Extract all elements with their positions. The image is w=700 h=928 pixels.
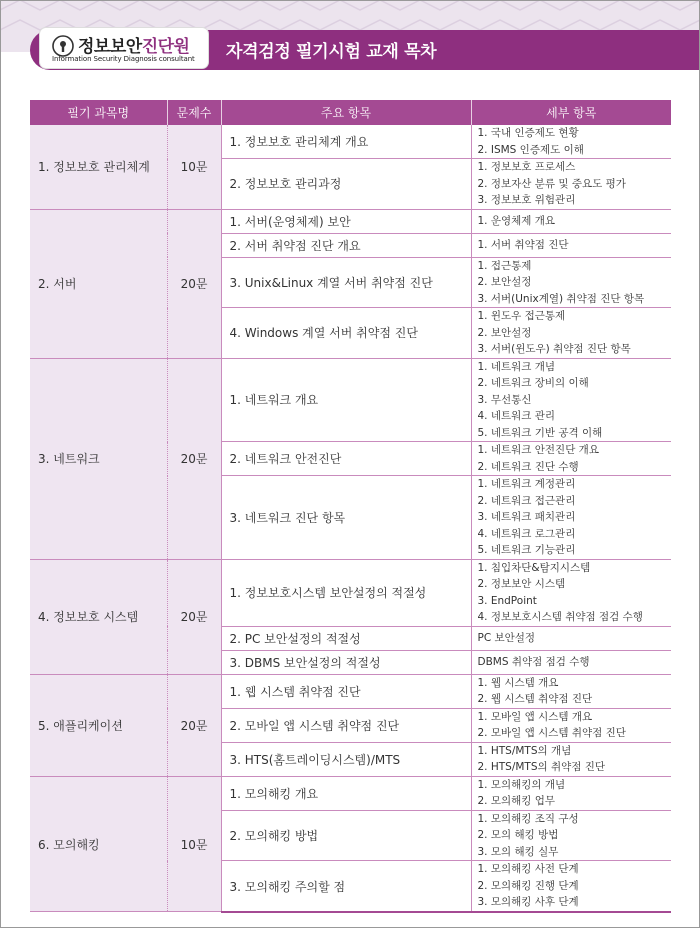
lock-icon xyxy=(52,35,74,57)
detail-items xyxy=(471,476,671,560)
detail-items xyxy=(471,125,671,159)
table-row xyxy=(30,776,671,810)
detail-items xyxy=(471,742,671,776)
table-row xyxy=(30,209,671,233)
table-row xyxy=(30,674,671,708)
detail-item: 2. 네트워크 진단 수행 xyxy=(477,460,579,473)
detail-item: PC 보안설정 xyxy=(477,631,536,644)
detail-item: 2. 보안설정 xyxy=(477,326,532,339)
detail-item: 2. HTS/MTS의 취약점 진단 xyxy=(477,761,606,774)
detail-item: 1. 네트워크 계정관리 xyxy=(477,478,576,491)
detail-items xyxy=(471,559,671,626)
detail-item: 4. 정보보호시스템 취약점 점검 수행 xyxy=(477,611,643,624)
subject-name: 1. 정보보호 관리체계 xyxy=(30,125,167,209)
detail-items xyxy=(471,159,671,210)
detail-item: 1. 네트워크 개념 xyxy=(477,360,556,373)
detail-items xyxy=(471,626,671,650)
detail-item: 4. 네트워크 관리 xyxy=(477,410,556,423)
main-item: 1. 정보보호 관리체계 개요 xyxy=(221,125,471,159)
detail-item: 2. 모의해킹 업무 xyxy=(477,795,556,808)
detail-item: 2. 네트워크 장비의 이해 xyxy=(477,377,589,390)
question-count: 20문 xyxy=(167,358,221,559)
question-count: 20문 xyxy=(167,209,221,358)
detail-item: 2. 모의해킹 진행 단계 xyxy=(477,879,579,892)
page-title: 자격검정 필기시험 교재 목차 xyxy=(226,42,437,62)
detail-items xyxy=(471,708,671,742)
detail-item: 1. 모의해킹 사전 단계 xyxy=(477,863,579,876)
detail-items xyxy=(471,776,671,810)
logo xyxy=(40,28,208,68)
detail-item: DBMS 취약점 점검 수행 xyxy=(477,656,590,669)
detail-items xyxy=(471,209,671,233)
toc-body xyxy=(30,125,671,912)
detail-item: 3. 서버(Unix계열) 취약점 진단 항목 xyxy=(477,292,645,305)
main-item: 3. 네트워크 진단 항목 xyxy=(221,476,471,560)
detail-items xyxy=(471,650,671,674)
detail-item: 4. 네트워크 로그관리 xyxy=(477,527,576,540)
logo-subtitle: Information Security Diagnosis consultant xyxy=(52,55,195,63)
detail-items xyxy=(471,358,671,442)
detail-item: 3. 네트워크 패치관리 xyxy=(477,511,576,524)
main-item: 2. 정보보호 관리과정 xyxy=(221,159,471,210)
question-count: 10문 xyxy=(167,776,221,912)
detail-item: 2. 정보자산 분류 및 중요도 평가 xyxy=(477,177,626,190)
main-item: 1. 서버(운영체제) 보안 xyxy=(221,209,471,233)
detail-item: 2. 보안설정 xyxy=(477,276,532,289)
col-header-subject: 필기 과목명 xyxy=(30,100,167,125)
table-row xyxy=(30,358,671,442)
detail-item: 3. 무선통신 xyxy=(477,393,532,406)
detail-item: 1. 서버 취약점 진단 xyxy=(477,238,569,251)
subject-name: 4. 정보보호 시스템 xyxy=(30,559,167,674)
subject-name: 6. 모의해킹 xyxy=(30,776,167,912)
subject-name: 5. 애플리케이션 xyxy=(30,674,167,776)
main-item: 1. 모의해킹 개요 xyxy=(221,776,471,810)
detail-items xyxy=(471,861,671,912)
detail-item: 1. HTS/MTS의 개념 xyxy=(477,744,572,757)
col-header-detail: 세부 항목 xyxy=(471,100,671,125)
main-item: 1. 네트워크 개요 xyxy=(221,358,471,442)
question-count: 20문 xyxy=(167,559,221,674)
main-item: 1. 웹 시스템 취약점 진단 xyxy=(221,674,471,708)
main-item: 2. 서버 취약점 진단 개요 xyxy=(221,233,471,257)
detail-item: 2. 네트워크 접근관리 xyxy=(477,494,576,507)
col-header-count: 문제수 xyxy=(167,100,221,125)
detail-item: 1. 침입차단&탐지시스템 xyxy=(477,561,591,574)
main-item: 4. Windows 계열 서버 취약점 진단 xyxy=(221,308,471,359)
main-item: 2. 모의해킹 방법 xyxy=(221,810,471,861)
detail-item: 3. 모의 해킹 실무 xyxy=(477,845,559,858)
question-count: 20문 xyxy=(167,674,221,776)
detail-item: 1. 윈도우 접근통제 xyxy=(477,310,566,323)
table-row xyxy=(30,125,671,159)
detail-item: 2. ISMS 인증제도 이해 xyxy=(477,143,584,156)
detail-item: 1. 운영체제 개요 xyxy=(477,214,556,227)
detail-item: 2. 모의 해킹 방법 xyxy=(477,829,559,842)
detail-item: 3. 서버(윈도우) 취약점 진단 항목 xyxy=(477,343,631,356)
main-item: 3. Unix&Linux 계열 서버 취약점 진단 xyxy=(221,257,471,308)
detail-item: 3. 정보보호 위험관리 xyxy=(477,194,576,206)
detail-item: 2. 정보보안 시스템 xyxy=(477,578,566,591)
main-item: 2. PC 보안설정의 적절성 xyxy=(221,626,471,650)
detail-items xyxy=(471,674,671,708)
detail-item: 1. 정보보호 프로세스 xyxy=(477,161,576,173)
detail-item: 1. 국내 인증제도 현황 xyxy=(477,127,579,139)
detail-items xyxy=(471,810,671,861)
detail-item: 2. 웹 시스템 취약점 진단 xyxy=(477,693,593,706)
subject-name: 3. 네트워크 xyxy=(30,358,167,559)
toc-table xyxy=(30,100,671,913)
table-header-row xyxy=(30,100,671,125)
col-header-main: 주요 항목 xyxy=(221,100,471,125)
main-item: 3. 모의해킹 주의할 점 xyxy=(221,861,471,912)
main-item: 2. 네트워크 안전진단 xyxy=(221,442,471,476)
detail-items xyxy=(471,257,671,308)
detail-item: 1. 웹 시스템 개요 xyxy=(477,676,559,689)
subject-name: 2. 서버 xyxy=(30,209,167,358)
detail-items xyxy=(471,308,671,359)
detail-item: 1. 접근통제 xyxy=(477,259,532,272)
table-row xyxy=(30,559,671,626)
detail-item: 3. 모의해킹 사후 단계 xyxy=(477,896,579,909)
main-item: 3. DBMS 보안설정의 적절성 xyxy=(221,650,471,674)
main-item: 2. 모바일 앱 시스템 취약점 진단 xyxy=(221,708,471,742)
detail-items xyxy=(471,233,671,257)
main-item: 3. HTS(홈트레이딩시스템)/MTS xyxy=(221,742,471,776)
detail-item: 1. 네트워크 안전진단 개요 xyxy=(477,444,599,457)
question-count: 10문 xyxy=(167,125,221,209)
detail-item: 3. EndPoint xyxy=(477,594,537,607)
detail-item: 1. 모의해킹의 개념 xyxy=(477,778,566,791)
detail-items xyxy=(471,442,671,476)
detail-item: 5. 네트워크 기능관리 xyxy=(477,544,576,557)
logo-text: 정보보안진단원 xyxy=(78,37,190,57)
detail-item: 1. 모의해킹 조직 구성 xyxy=(477,812,579,825)
detail-item: 5. 네트워크 기반 공격 이해 xyxy=(477,426,603,439)
detail-item: 2. 모바일 앱 시스템 취약점 진단 xyxy=(477,727,626,740)
main-item: 1. 정보보호시스템 보안설정의 적절성 xyxy=(221,559,471,626)
detail-item: 1. 모바일 앱 시스템 개요 xyxy=(477,710,593,723)
